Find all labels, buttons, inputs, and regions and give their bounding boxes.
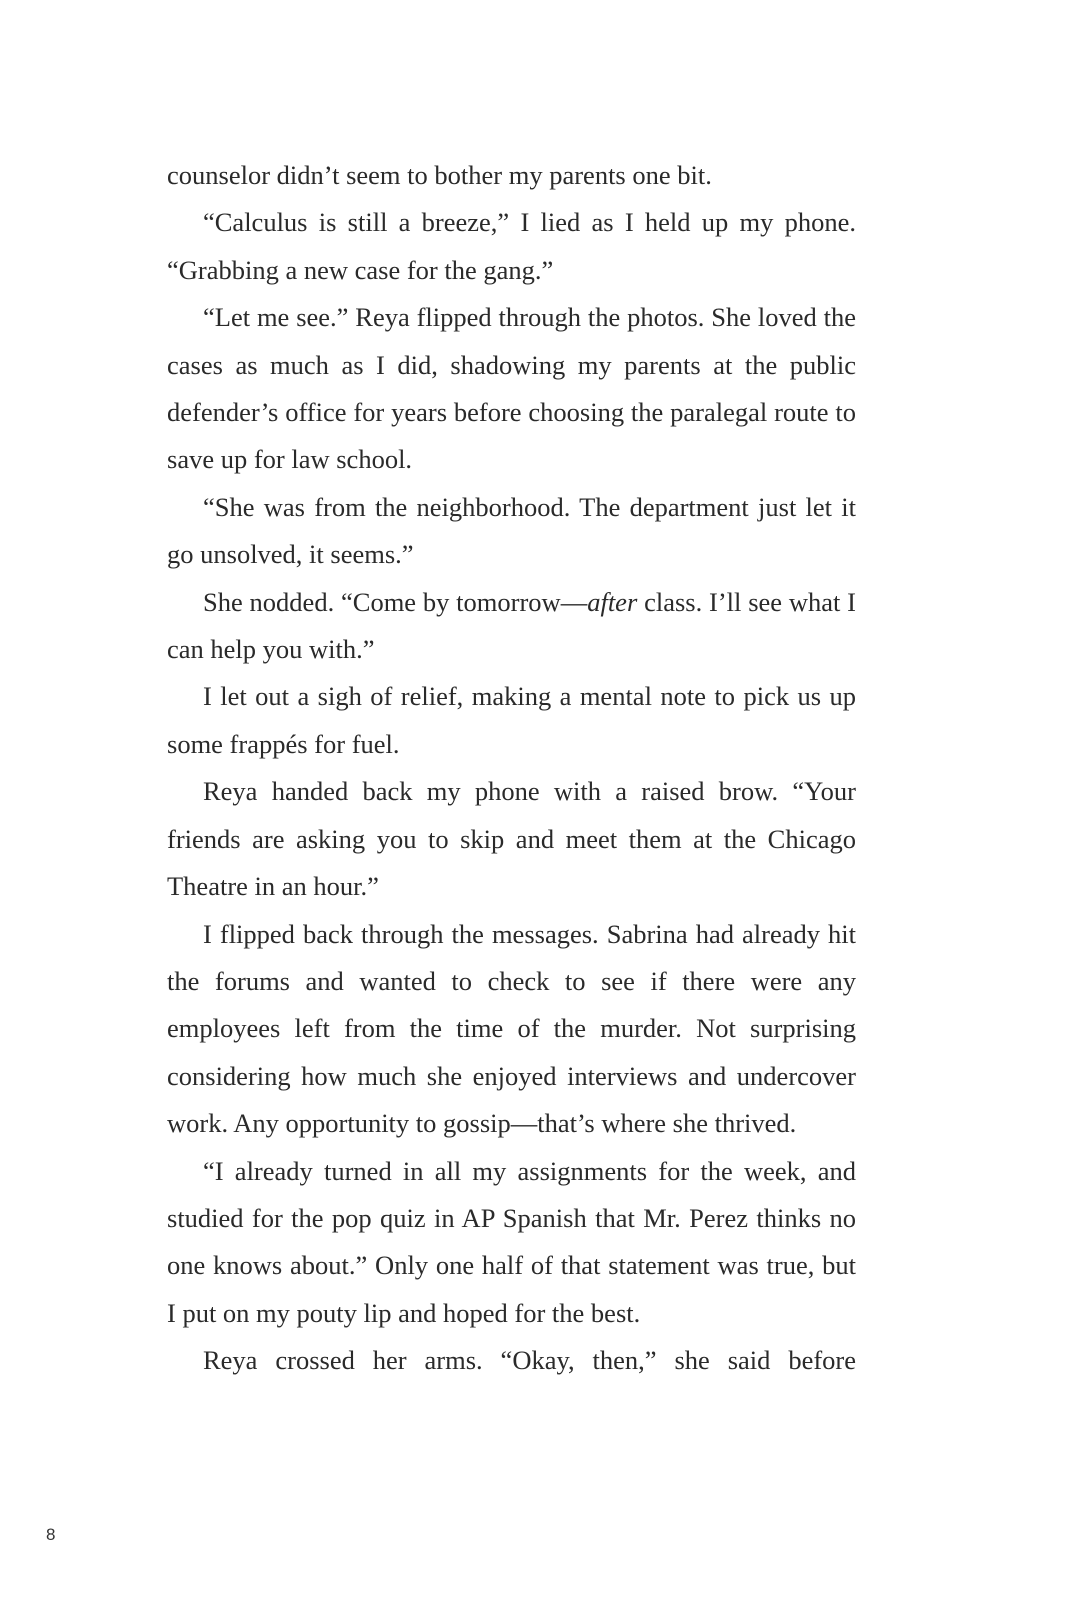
paragraph-3: “Let me see.” Reya flipped through the photos. She loved the cases as much as I did, shadowing my parents at the public defender’s office for years before choosing the paralegal route to save up for law school.: [167, 302, 856, 475]
paragraph-6: I let out a sigh of relief, making a mental note to pick us up some frappés for fuel.: [167, 681, 856, 759]
emphasis-after: after: [587, 586, 638, 617]
paragraph-9: “I already turned in all my assignments for the week, and studied for the pop quiz in AP Spanish that Mr. Perez thinks no one knows about.” Only one half of that statement was true, but I put on my pouty lip and hoped for the best.: [167, 1155, 856, 1328]
paragraph-5-before: She nodded. “Come by tomorrow—: [203, 586, 588, 617]
page-number: 8: [46, 1525, 56, 1544]
paragraph-5: [167, 579, 856, 674]
paragraph-10: Reya crossed her arms. “Okay, then,” she said before: [203, 1345, 856, 1376]
paragraph-2: “Calculus is still a breeze,” I lied as I held up my phone. “Grabbing a new case for the gang.”: [167, 207, 856, 285]
paragraph-8: I flipped back through the messages. Sabrina had already hit the forums and wanted to check to see if there were any employees left from the time of the murder. Not surprising considering how much she enjoyed interviews and undercover work. Any opportunity to gossip—that’s where she thrived.: [167, 918, 856, 1139]
paragraph-5-after: class. I’ll see what I can help you with.”: [167, 586, 856, 665]
paragraph-7: Reya handed back my phone with a raised brow. “Your friends are asking you to skip and meet them at the Chicago Theatre in an hour.”: [167, 776, 856, 902]
paragraph-1: counselor didn’t seem to bother my parents one bit.: [167, 160, 712, 190]
paragraph-4: “She was from the neighborhood. The department just let it go unsolved, it seems.”: [167, 491, 856, 570]
body-text: [167, 152, 856, 1385]
